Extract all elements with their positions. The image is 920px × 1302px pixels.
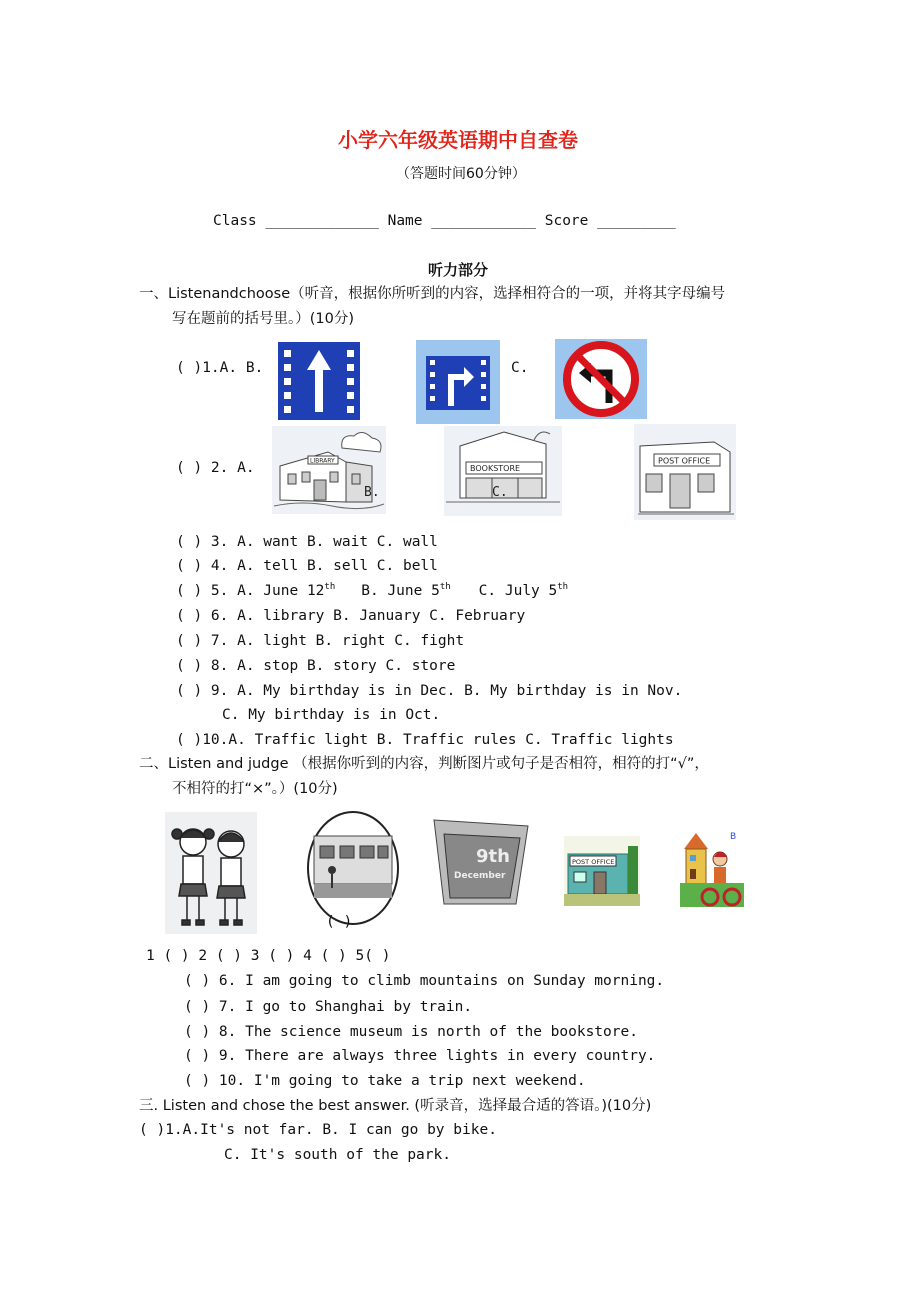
- right-turn-sign-image: [416, 340, 500, 424]
- q4: ( ) 4. A. tell B. sell C. bell: [176, 558, 438, 574]
- part2-instruction-line2: 不相符的打“×”。）(10分): [172, 781, 338, 797]
- q5-option-c: C. July 5: [478, 583, 558, 599]
- q5-option-b-suffix: th: [439, 582, 451, 593]
- calendar-month-text: December: [454, 871, 506, 881]
- q5: [176, 582, 568, 600]
- q10: ( )10.A. Traffic light B. Traffic rules C. Traffic lights: [176, 732, 674, 748]
- q7: ( ) 7. A. light B. right C. fight: [176, 633, 465, 649]
- q1-option-c-label: C.: [511, 360, 529, 376]
- part2-instruction-line1: 二、Listen and judge （根据你听到的内容，判断图片或句子是否相符，相符的打“√”，: [139, 756, 709, 772]
- q5-option-b: B. June 5: [361, 583, 440, 599]
- library-building-image: [272, 426, 386, 514]
- q8: ( ) 8. A. stop B. story C. store: [176, 658, 456, 674]
- part1-instruction-line1: 一、Listenandchoose（听音，根据你所听到的内容，选择相符合的一项，并将其字母编号: [139, 286, 726, 302]
- no-left-turn-sign-image: [555, 339, 647, 419]
- bookstore-sign-text: BOOKSTORE: [470, 464, 521, 473]
- library-sign-text: LIBRARY: [310, 457, 335, 465]
- part2-q8: ( ) 8. The science museum is north of the bookstore.: [184, 1024, 638, 1040]
- straight-arrow-sign-image: [276, 340, 362, 422]
- boy-riding-bike-image: [680, 827, 744, 907]
- q2-option-b-label: B.: [364, 485, 380, 500]
- two-girls-image: [165, 812, 257, 934]
- calendar-december-9th-image: [430, 814, 534, 910]
- q1-prefix: ( )1.A. B.: [176, 360, 264, 376]
- pic2-answer-bracket: ( ): [326, 914, 353, 930]
- part2-q9: ( ) 9. There are always three lights in every country.: [184, 1048, 656, 1064]
- q5-option-c-suffix: th: [557, 582, 569, 593]
- calendar-day-text: 9th: [476, 846, 510, 867]
- part3-instruction: 三. Listen and chose the best answer. (听录音，选择最合适的答语。)(10分): [139, 1098, 652, 1114]
- q6: ( ) 6. A. library B. January C. February: [176, 608, 526, 624]
- q9-line2: C. My birthday is in Oct.: [222, 707, 441, 723]
- post-office-building-image: [634, 424, 736, 520]
- post-office-image: [564, 836, 640, 906]
- bookstore-building-image: [444, 426, 562, 516]
- q2-prefix: ( ) 2. A.: [176, 460, 255, 476]
- subway-station-image: [304, 808, 402, 936]
- post-office-color-sign-text: POST OFFICE: [572, 858, 615, 866]
- q2-option-c-label: C.: [492, 485, 508, 500]
- post-office-sign-text: POST OFFICE: [658, 456, 711, 466]
- page-title: 小学六年级英语期中自查卷: [338, 128, 578, 152]
- q5-option-a: ( ) 5. A. June 12: [176, 583, 325, 599]
- q5-option-a-suffix: th: [324, 582, 336, 593]
- pic5-letter-b: B: [730, 832, 737, 842]
- part2-q10: ( ) 10. I'm going to take a trip next weekend.: [184, 1073, 586, 1089]
- part2-q6: ( ) 6. I am going to climb mountains on Sunday morning.: [184, 973, 665, 989]
- part1-instruction-line2: 写在题前的括号里。）(10分): [172, 311, 355, 327]
- pictures-answer-line: 1 ( ) 2 ( ) 3 ( ) 4 ( ) 5( ): [146, 948, 391, 964]
- q9-line1: ( ) 9. A. My birthday is in Dec. B. My birthday is in Nov.: [176, 683, 683, 699]
- q3: ( ) 3. A. want B. wait C. wall: [176, 534, 438, 550]
- part3-q1-line1: ( )1.A.It's not far. B. I can go by bike.: [139, 1122, 497, 1138]
- section-heading-listening: 听力部分: [428, 261, 489, 279]
- time-limit: （答题时间60分钟）: [396, 166, 526, 182]
- student-info-line: Class _____________ Name ____________ Score _________: [213, 213, 676, 229]
- part3-q1-line2: C. It's south of the park.: [224, 1147, 451, 1163]
- part2-q7: ( ) 7. I go to Shanghai by train.: [184, 999, 473, 1015]
